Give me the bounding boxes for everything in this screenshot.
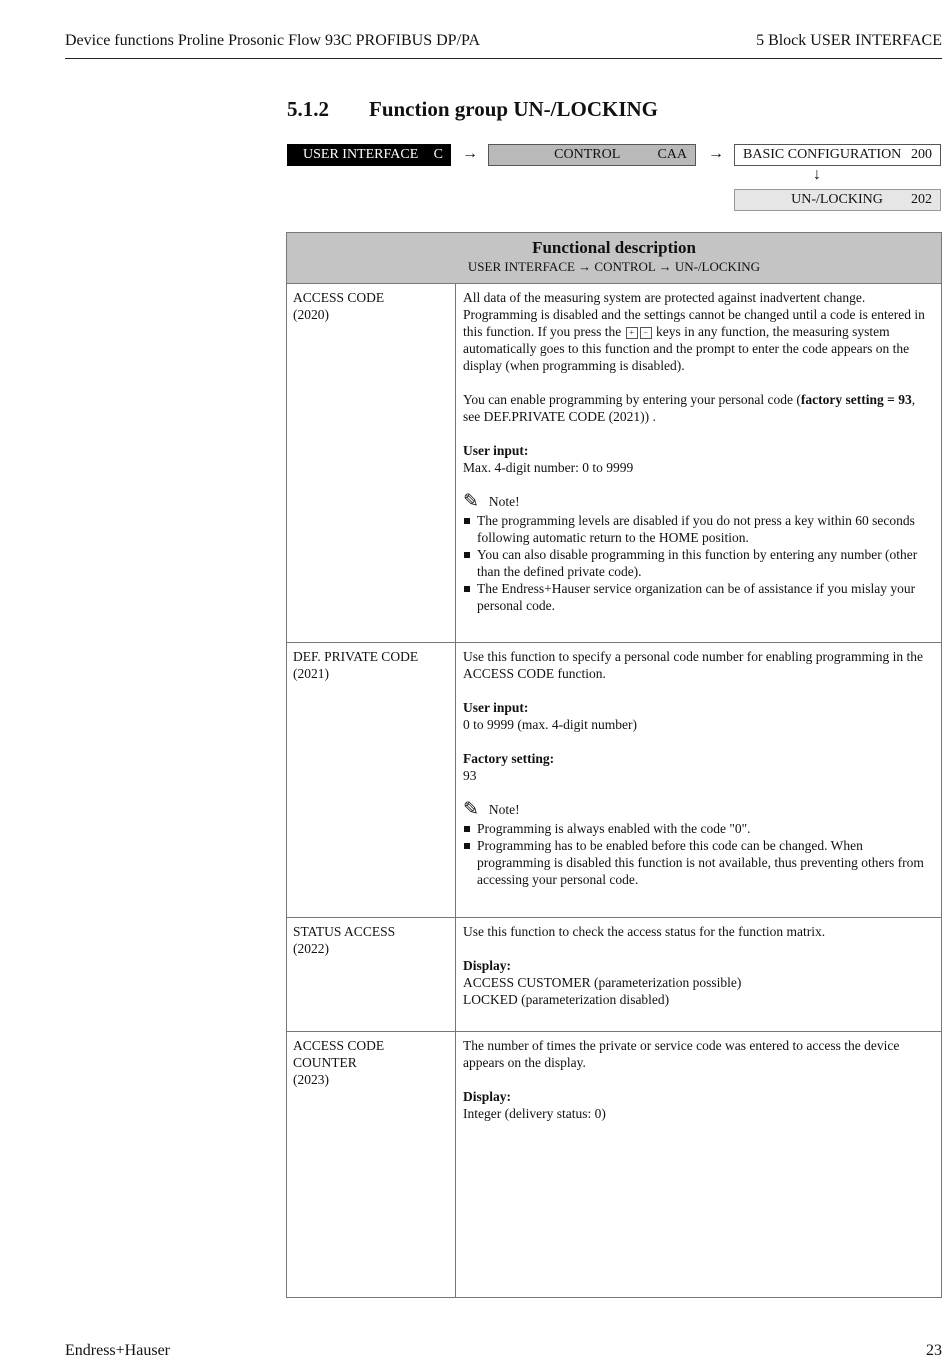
display-value: LOCKED (parameterization disabled) — [463, 992, 670, 1007]
nav-user-interface-label: USER INTERFACE — [303, 147, 419, 162]
description-text: , see DEF.PRIVATE CODE (2021)) . — [463, 392, 916, 424]
list-item: The Endress+Hauser service organization can be of assistance if you mislay your personal code. — [463, 580, 934, 614]
factory-setting-value: 93 — [463, 768, 477, 783]
function-description-cell — [456, 918, 941, 1031]
function-id: (2022) — [293, 941, 329, 956]
header-section: 5 Block USER INTERFACE — [756, 32, 942, 49]
table-row — [287, 284, 941, 642]
user-input-label: User input: — [463, 700, 529, 715]
note-label: Note! — [488, 494, 520, 509]
description-paragraph — [463, 391, 934, 425]
note-heading — [463, 801, 934, 818]
display-label: Display: — [463, 1089, 512, 1104]
display-value: Integer (delivery status: 0) — [463, 1106, 606, 1121]
user-input-label: User input: — [463, 443, 529, 458]
nav-control-code: CAA — [657, 147, 687, 162]
list-item: Programming has to be enabled before this code can be changed. When programming is disabled this function is not available, thus preventing others from accessing your personal code. — [463, 837, 934, 888]
user-input-value: 0 to 9999 (max. 4-digit number) — [463, 717, 637, 732]
description-paragraph: The number of times the private or service code was entered to access the device appears on the display. — [463, 1038, 900, 1070]
user-input-value: Max. 4-digit number: 0 to 9999 — [463, 460, 634, 475]
description-text: All data of the measuring system are protected against inadvertent change. Programming is disabled and the settings cannot be changed until a code is entered in this function. If you press the — [463, 290, 925, 339]
list-item: You can also disable programming in this function by entering any number (other than the defined private code). — [463, 546, 934, 580]
nav-user-interface-code: C — [433, 147, 443, 162]
function-table — [286, 232, 942, 1298]
note-list — [463, 512, 934, 614]
list-item: Programming is always enabled with the code "0". — [463, 820, 934, 837]
plus-key-icon: + — [626, 327, 638, 339]
section-title: Function group UN-/LOCKING — [369, 97, 658, 121]
note-list — [463, 820, 934, 888]
list-item: The programming levels are disabled if you do not press a key within 60 seconds following automatic return to the HOME position. — [463, 512, 934, 546]
table-row — [287, 642, 941, 917]
function-name-cell — [287, 918, 456, 1031]
display-label: Display: — [463, 958, 512, 973]
nav-basic-configuration-code: 200 — [911, 147, 932, 162]
arrow-down-icon: ↓ — [813, 166, 821, 183]
nav-unlocking-code: 202 — [911, 192, 932, 207]
description-text: keys in any function, the measuring system automatically goes to this function and the prompt to enter the code appears on the display (when programming is disabled). — [463, 324, 910, 373]
header-rule — [65, 58, 942, 59]
footer-brand: Endress+Hauser — [65, 1342, 170, 1359]
function-name: ACCESS CODE COUNTER — [293, 1038, 385, 1070]
function-name-cell — [287, 1032, 456, 1297]
nav-basic-configuration — [734, 144, 941, 166]
function-name: STATUS ACCESS — [293, 924, 396, 939]
function-description-cell — [456, 643, 941, 917]
pencil-note-icon: ✎ — [463, 491, 479, 512]
arrow-right-icon: → — [462, 145, 478, 162]
minus-key-icon: − — [640, 327, 652, 339]
pencil-note-icon: ✎ — [463, 799, 479, 820]
factory-setting-label: Factory setting: — [463, 751, 555, 766]
note-label: Note! — [488, 802, 520, 817]
header-title: Device functions Proline Prosonic Flow 93C PROFIBUS DP/PA — [65, 32, 480, 49]
description-paragraph: Use this function to check the access status for the function matrix. — [463, 924, 826, 939]
note-heading — [463, 493, 934, 510]
function-name: DEF. PRIVATE CODE — [293, 649, 419, 664]
page-number: 23 — [926, 1342, 942, 1359]
description-paragraph: Use this function to specify a personal code number for enabling programming in the ACCESS CODE function. — [463, 649, 924, 681]
nav-unlocking — [734, 189, 941, 211]
table-path: USER INTERFACE → CONTROL → UN-/LOCKING — [467, 259, 761, 274]
factory-setting-bold: factory setting = 93 — [800, 392, 912, 407]
function-description-cell — [456, 284, 941, 642]
function-name-cell — [287, 643, 456, 917]
nav-user-interface — [287, 144, 451, 166]
function-description-cell — [456, 1032, 941, 1297]
section-number: 5.1.2 — [287, 97, 329, 121]
description-paragraph — [463, 289, 934, 374]
function-id: (2021) — [293, 666, 329, 681]
function-name: ACCESS CODE — [293, 290, 385, 305]
nav-unlocking-label: UN-/LOCKING — [791, 192, 883, 207]
table-row — [287, 917, 941, 1031]
function-id: (2023) — [293, 1072, 329, 1087]
description-text: You can enable programming by entering your personal code ( — [463, 392, 801, 407]
table-header — [287, 233, 941, 284]
nav-control-label: CONTROL — [554, 147, 621, 162]
table-row — [287, 1031, 941, 1297]
nav-control — [488, 144, 696, 166]
function-name-cell — [287, 284, 456, 642]
display-value: ACCESS CUSTOMER (parameterization possible) — [463, 975, 742, 990]
nav-basic-configuration-label: BASIC CONFIGURATION — [743, 147, 902, 162]
function-id: (2020) — [293, 307, 329, 322]
table-title: Functional description — [532, 238, 696, 257]
arrow-right-icon: → — [708, 145, 724, 162]
